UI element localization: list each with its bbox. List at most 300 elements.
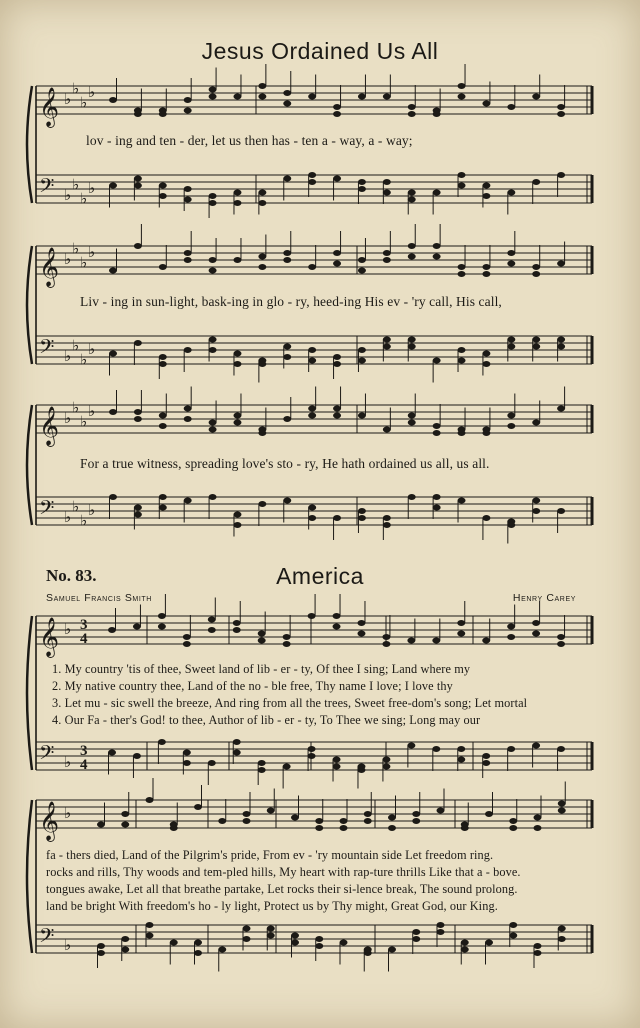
note-head [283, 101, 291, 107]
note-head [194, 950, 202, 956]
note-head [364, 818, 372, 824]
note-head [482, 760, 490, 766]
note-head [437, 929, 445, 935]
note-head [233, 351, 241, 357]
note-head [433, 190, 441, 196]
note-head [133, 624, 141, 630]
note-head [183, 641, 191, 647]
note-head [457, 631, 465, 637]
note-head [134, 183, 142, 189]
note-head [458, 94, 466, 100]
note-head [209, 427, 217, 433]
note-head [258, 501, 266, 507]
note-head [532, 620, 540, 626]
note-head [383, 427, 391, 433]
note-head [218, 947, 226, 953]
note-head [507, 250, 515, 256]
verse-2-line-a: 2. My native country thee, Land of the no - ble free, Thy name I love; I love thy [52, 679, 453, 693]
note-head [358, 358, 366, 364]
flat-sign: ♭ [80, 511, 88, 530]
lyric-line-1: lov - ing and ten - der, let us then has - ten a - way, a - way; [86, 133, 413, 148]
note-head [121, 811, 129, 817]
note-head [358, 257, 366, 263]
note-head [158, 624, 166, 630]
verse-2-line-b: rocks and rills, Thy woods and tem-pled hills, My heart with rap-ture thrills Like that a - bove. [46, 865, 521, 879]
note-head [485, 940, 493, 946]
note-head [291, 940, 299, 946]
note-head [208, 760, 216, 766]
verse-4-line-a: 4. Our Fa - ther's God! to thee, Author of lib - er - ty, To Thee we sing; Long may our [52, 713, 481, 727]
system-brace [27, 405, 32, 525]
note-head [407, 743, 415, 749]
flat-sign: ♭ [80, 93, 88, 112]
bass-clef: 𝄢 [39, 924, 55, 952]
note-head [97, 822, 105, 828]
note-head [159, 183, 167, 189]
note-head [183, 634, 191, 640]
note-head [159, 423, 167, 429]
note-head [184, 97, 192, 103]
note-head [308, 753, 316, 759]
note-head [233, 522, 241, 528]
note-head [258, 254, 266, 260]
note-head [258, 631, 266, 637]
hymn-number: No. 83. [46, 566, 97, 585]
note-head [158, 613, 166, 619]
note-head [108, 627, 116, 633]
note-head [333, 250, 341, 256]
note-head [194, 940, 202, 946]
flat-sign: ♭ [64, 620, 72, 638]
system-brace [27, 800, 32, 953]
time-signature-top: 3 [80, 743, 88, 759]
note-head [357, 620, 365, 626]
system-brace [27, 616, 32, 770]
note-head [458, 498, 466, 504]
flat-sign: ♭ [80, 189, 88, 208]
note-head [170, 825, 178, 831]
flat-sign: ♭ [88, 402, 96, 420]
note-head [159, 413, 167, 419]
note-head [558, 801, 566, 807]
note-head [388, 947, 396, 953]
note-head [133, 753, 141, 759]
note-head [258, 760, 266, 766]
note-head [482, 101, 490, 107]
note-head [194, 804, 202, 810]
note-head [308, 413, 316, 419]
note-head [485, 811, 493, 817]
note-head [209, 268, 217, 274]
note-head [146, 933, 154, 939]
bass-clef: 𝄢 [39, 174, 55, 202]
note-head [383, 337, 391, 343]
note-head [333, 111, 341, 117]
note-head [291, 815, 299, 821]
verse-3-line-b: tongues awake, Let all that breathe partake, Let rocks their si-lence break, The sound prolong. [46, 882, 518, 896]
note-head [407, 638, 415, 644]
note-head [308, 94, 316, 100]
lyricist-credit: Samuel Francis Smith [46, 592, 152, 604]
time-signature-bottom: 4 [80, 631, 88, 647]
note-head [233, 420, 241, 426]
note-head [482, 430, 490, 436]
note-head [507, 522, 515, 528]
treble-clef: 𝄞 [39, 87, 60, 127]
note-head [383, 179, 391, 185]
flat-sign: ♭ [72, 175, 80, 194]
note-head [258, 190, 266, 196]
note-head [109, 268, 117, 274]
note-head [408, 344, 416, 350]
note-head [507, 261, 515, 267]
note-head [243, 936, 251, 942]
note-head [209, 347, 217, 353]
note-head [412, 811, 420, 817]
note-head [383, 344, 391, 350]
note-head [532, 631, 540, 637]
note-head [121, 936, 129, 942]
note-head [457, 746, 465, 752]
note-head [159, 111, 167, 117]
flat-sign: ♭ [64, 409, 72, 427]
note-head [432, 746, 440, 752]
note-head [283, 764, 291, 770]
note-head [134, 505, 142, 511]
note-head [134, 409, 142, 415]
note-head [267, 926, 275, 932]
note-head [534, 825, 542, 831]
note-head [532, 420, 540, 426]
note-head [315, 943, 323, 949]
note-head [308, 172, 316, 178]
note-head [340, 825, 348, 831]
note-head [482, 351, 490, 357]
note-head [243, 811, 251, 817]
note-head [333, 176, 341, 182]
note-head [233, 512, 241, 518]
note-head [97, 950, 105, 956]
note-head [315, 818, 323, 824]
note-head [258, 767, 266, 773]
hymn-title-america: America [276, 563, 364, 589]
note-head [382, 634, 390, 640]
note-head [233, 413, 241, 419]
note-head [383, 257, 391, 263]
note-head [121, 822, 129, 828]
note-head [184, 250, 192, 256]
note-head [315, 936, 323, 942]
treble-clef: 𝄞 [39, 617, 60, 657]
note-head [482, 361, 490, 367]
note-head [183, 760, 191, 766]
note-head [358, 94, 366, 100]
note-head [408, 197, 416, 203]
note-head [146, 922, 154, 928]
flat-sign: ♭ [64, 90, 72, 108]
note-head [308, 746, 316, 752]
note-head [358, 413, 366, 419]
note-head [308, 515, 316, 521]
note-head [507, 746, 515, 752]
system-brace [27, 86, 32, 203]
flat-sign: ♭ [64, 186, 72, 204]
note-head [433, 243, 441, 249]
flat-sign: ♭ [80, 350, 88, 369]
treble-clef: 𝄞 [39, 801, 60, 841]
note-head [358, 268, 366, 274]
note-head [482, 638, 490, 644]
note-head [134, 111, 142, 117]
note-head [184, 186, 192, 192]
note-head [558, 926, 566, 932]
note-head [557, 261, 565, 267]
composer-credit: Henry Carey [512, 592, 576, 604]
note-head [209, 257, 217, 263]
note-head [412, 929, 420, 935]
note-head [507, 423, 515, 429]
note-head [208, 617, 216, 623]
flat-sign: ♭ [88, 83, 96, 101]
note-head [233, 200, 241, 206]
note-head [509, 818, 517, 824]
note-head [159, 494, 167, 500]
note-head [433, 423, 441, 429]
note-head [509, 922, 517, 928]
note-head [507, 624, 515, 630]
verse-1-line-a: 1. My country 'tis of thee, Sweet land of lib - er - ty, Of thee I sing; Land where my [52, 662, 471, 676]
note-head [283, 641, 291, 647]
note-head [532, 344, 540, 350]
note-head [308, 264, 316, 270]
note-head [412, 818, 420, 824]
note-head [184, 347, 192, 353]
note-head [209, 87, 217, 93]
note-head [432, 638, 440, 644]
note-head [388, 825, 396, 831]
note-head [458, 430, 466, 436]
note-head [283, 498, 291, 504]
note-head [532, 264, 540, 270]
note-head [233, 94, 241, 100]
note-head [267, 933, 275, 939]
flat-sign: ♭ [64, 508, 72, 526]
note-head [458, 183, 466, 189]
note-head [315, 825, 323, 831]
note-head [209, 200, 217, 206]
note-head [507, 344, 515, 350]
note-head [283, 90, 291, 96]
note-head [433, 494, 441, 500]
note-head [308, 358, 316, 364]
note-head [458, 271, 466, 277]
note-head [534, 943, 542, 949]
note-head [209, 494, 217, 500]
note-head [134, 340, 142, 346]
note-head [557, 508, 565, 514]
note-head [358, 508, 366, 514]
note-head [433, 254, 441, 260]
note-head [458, 347, 466, 353]
note-head [458, 264, 466, 270]
note-head [109, 97, 117, 103]
note-head [333, 515, 341, 521]
note-head [458, 83, 466, 89]
flat-sign: ♭ [88, 179, 96, 197]
note-head [333, 406, 341, 412]
note-head [308, 505, 316, 511]
note-head [507, 104, 515, 110]
note-head [340, 940, 348, 946]
note-head [308, 179, 316, 185]
note-head [558, 808, 566, 814]
lyric-line-3: For a true witness, spreading love's sto - ry, He hath ordained us all, us all. [80, 456, 490, 471]
note-head [408, 337, 416, 343]
note-head [159, 354, 167, 360]
note-head [557, 104, 565, 110]
note-head [433, 111, 441, 117]
note-head [108, 750, 116, 756]
note-head [532, 743, 540, 749]
flat-sign: ♭ [80, 412, 88, 431]
note-head [557, 634, 565, 640]
note-head [534, 815, 542, 821]
flat-sign: ♭ [72, 398, 80, 417]
note-head [457, 757, 465, 763]
note-head [557, 641, 565, 647]
note-head [333, 361, 341, 367]
note-head [233, 750, 241, 756]
note-head [333, 261, 341, 267]
note-head [507, 634, 515, 640]
note-head [364, 811, 372, 817]
note-head [333, 413, 341, 419]
note-head [382, 757, 390, 763]
note-head [184, 498, 192, 504]
note-head [333, 354, 341, 360]
note-head [388, 815, 396, 821]
bass-clef: 𝄢 [39, 741, 55, 769]
note-head [408, 111, 416, 117]
note-head [364, 950, 372, 956]
note-head [233, 620, 241, 626]
note-head [209, 94, 217, 100]
note-head [184, 406, 192, 412]
note-head [283, 634, 291, 640]
note-head [283, 354, 291, 360]
note-head [507, 337, 515, 343]
note-head [358, 347, 366, 353]
flat-sign: ♭ [72, 79, 80, 98]
note-head [340, 818, 348, 824]
note-head [357, 631, 365, 637]
note-head [158, 739, 166, 745]
note-head [121, 947, 129, 953]
note-head [159, 193, 167, 199]
note-head [184, 416, 192, 422]
note-head [358, 186, 366, 192]
flat-sign: ♭ [64, 347, 72, 365]
note-head [461, 940, 469, 946]
note-head [461, 825, 469, 831]
note-head [557, 406, 565, 412]
note-head [509, 933, 517, 939]
note-head [283, 344, 291, 350]
note-head [183, 750, 191, 756]
note-head [458, 172, 466, 178]
note-head [333, 613, 341, 619]
bass-clef: 𝄢 [39, 496, 55, 524]
flat-sign: ♭ [88, 340, 96, 358]
lyric-line-2: Liv - ing in sun-light, bask-ing in glo - ry, heed-ing His ev - 'ry call, His call, [80, 294, 502, 309]
note-head [383, 522, 391, 528]
note-head [532, 337, 540, 343]
note-head [333, 104, 341, 110]
note-head [146, 797, 154, 803]
note-head [233, 739, 241, 745]
note-head [433, 505, 441, 511]
time-signature-bottom: 4 [80, 757, 88, 773]
note-head [557, 337, 565, 343]
note-head [358, 179, 366, 185]
note-head [383, 94, 391, 100]
note-head [283, 176, 291, 182]
note-head [209, 420, 217, 426]
note-head [134, 512, 142, 518]
flat-sign: ♭ [64, 250, 72, 268]
note-head [109, 494, 117, 500]
note-head [184, 257, 192, 263]
note-head [557, 111, 565, 117]
note-head [109, 351, 117, 357]
note-head [383, 250, 391, 256]
note-head [233, 361, 241, 367]
note-head [308, 613, 316, 619]
note-head [258, 200, 266, 206]
note-head [437, 922, 445, 928]
treble-clef: 𝄞 [39, 247, 60, 287]
note-head [308, 347, 316, 353]
note-head [532, 271, 540, 277]
note-head [532, 94, 540, 100]
note-head [482, 264, 490, 270]
note-head [437, 808, 445, 814]
note-head [208, 627, 216, 633]
note-head [209, 193, 217, 199]
note-head [159, 361, 167, 367]
note-head [209, 337, 217, 343]
note-head [291, 933, 299, 939]
flat-sign: ♭ [88, 243, 96, 261]
system-brace [27, 246, 32, 364]
note-head [557, 172, 565, 178]
note-head [482, 271, 490, 277]
note-head [482, 183, 490, 189]
note-head [283, 250, 291, 256]
note-head [357, 767, 365, 773]
note-head [408, 494, 416, 500]
note-head [283, 257, 291, 263]
note-head [333, 757, 341, 763]
note-head [482, 193, 490, 199]
note-head [557, 344, 565, 350]
flat-sign: ♭ [88, 501, 96, 519]
note-head [532, 508, 540, 514]
note-head [258, 361, 266, 367]
note-head [482, 753, 490, 759]
note-head [333, 764, 341, 770]
flat-sign: ♭ [64, 804, 72, 822]
